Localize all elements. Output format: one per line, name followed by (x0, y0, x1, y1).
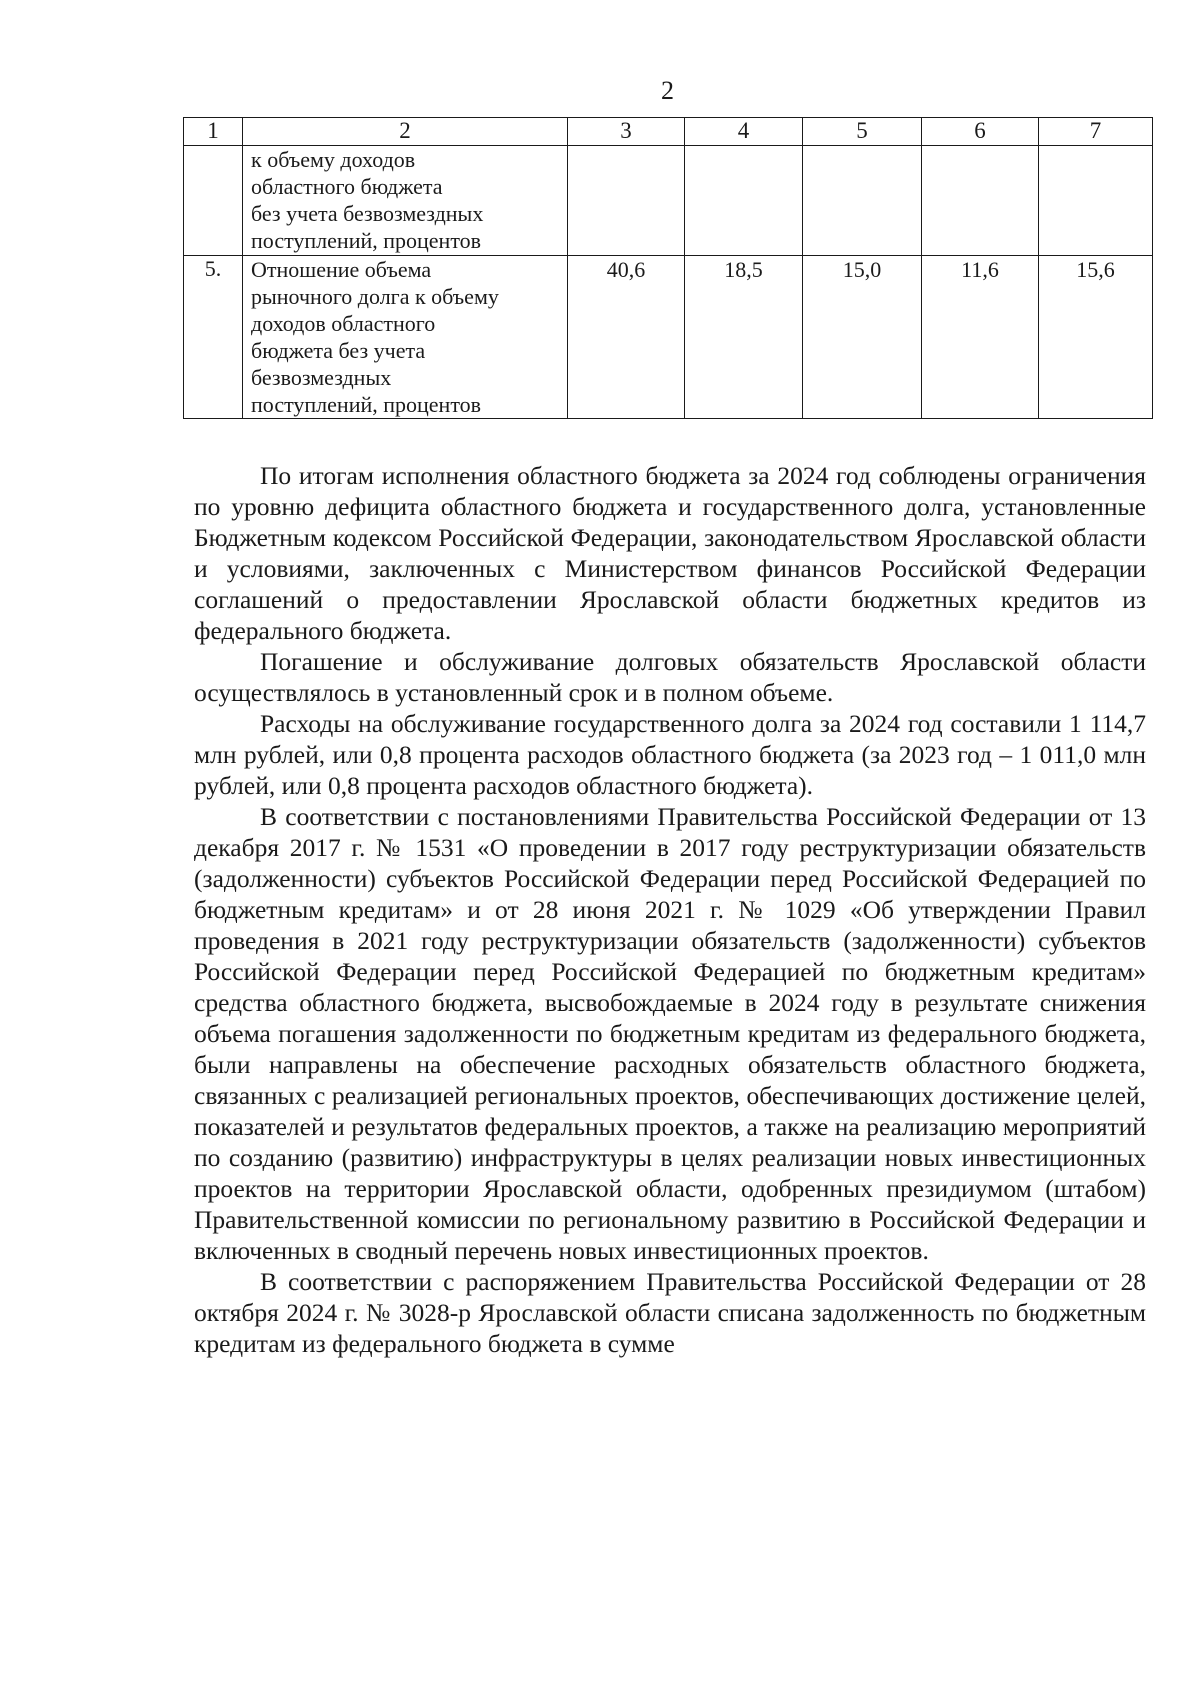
value-cell: 40,6 (568, 256, 685, 419)
indicator-name-cell (243, 256, 568, 419)
indicator-name: Отношение объема рыночного долга к объему доходов областного бюджета без учета безвозмездных поступлений, процентов (251, 257, 499, 417)
column-number-header: 5 (803, 118, 922, 146)
value-cell (1039, 146, 1153, 256)
paragraph: Расходы на обслуживание государственного долга за 2024 год составили 1 114,7 млн рублей, или 0,8 процента расходов областного бюджета (за 2023 год – 1 011,0 млн рублей, или 0,8 процента расходов областного бюджета). (194, 709, 1146, 800)
paragraph: В соответствии с распоряжением Правительства Российской Федерации от 28 октября 2024 г. № 3028-р Ярославской области списана задолженность по бюджетным кредитам из федерального бюджета в сумме (194, 1267, 1146, 1358)
value-cell (803, 146, 922, 256)
page-number: 2 (661, 76, 674, 105)
paragraph: По итогам исполнения областного бюджета за 2024 год соблюдены ограничения по уровню дефицита областного бюджета и государственного долга, установленные Бюджетным кодексом Российской Федерации, законодательством Ярославской области и условиями, заключенных с Министерством финансов Российской Федерации соглашений о предоставлении Ярославской области бюджетных кредитов из федерального бюджета. (194, 461, 1146, 645)
column-number-header: 3 (568, 118, 685, 146)
table-header-row (184, 118, 1153, 146)
value-cell: 15,0 (803, 256, 922, 419)
value-cell (685, 146, 803, 256)
paragraph: Погашение и обслуживание долговых обязательств Ярославской области осуществлялось в установленный срок и в полном объеме. (194, 647, 1146, 707)
debt-indicators-table (183, 117, 1153, 419)
row-index-cell (184, 146, 243, 256)
table-row (184, 146, 1153, 256)
value-cell: 18,5 (685, 256, 803, 419)
value-cell (922, 146, 1039, 256)
column-number-header: 7 (1039, 118, 1153, 146)
indicator-name-cell (243, 146, 568, 256)
value-cell: 15,6 (1039, 256, 1153, 419)
value-cell (568, 146, 685, 256)
indicator-name: к объему доходов областного бюджета без учета безвозмездных поступлений, процентов (251, 147, 484, 253)
value-cell: 11,6 (922, 256, 1039, 419)
column-number-header: 1 (184, 118, 243, 146)
column-number-header: 6 (922, 118, 1039, 146)
row-index-cell: 5. (184, 256, 243, 419)
column-number-header: 2 (243, 118, 568, 146)
body-text (194, 460, 1146, 1359)
table-row (184, 256, 1153, 419)
column-number-header: 4 (685, 118, 803, 146)
paragraph: В соответствии с постановлениями Правительства Российской Федерации от 13 декабря 2017 г. № 1531 «О проведении в 2017 году реструктуризации обязательств (задолженности) субъектов Российской Федерации перед Российской Федерацией по бюджетным кредитам» и от 28 июня 2021 г. № 1029 «Об утверждении Правил проведения в 2021 году реструктуризации обязательств (задолженности) субъектов Российской Федерации перед Российской Федерацией по бюджетным кредитам» средства областного бюджета, высвобождаемые в 2024 году в результате снижения объема погашения задолженности по бюджетным кредитам из федерального бюджета, были направлены на обеспечение расходных обязательств областного бюджета, связанных с реализацией региональных проектов, обеспечивающих достижение целей, показателей и результатов федеральных проектов, а также на реализацию мероприятий по созданию (развитию) инфраструктуры в целях реализации новых инвестиционных проектов на территории Ярославской области, одобренных президиумом (штабом) Правительственной комиссии по региональному развитию в Российской Федерации и включенных в сводный перечень новых инвестиционных проектов. (194, 802, 1146, 1265)
